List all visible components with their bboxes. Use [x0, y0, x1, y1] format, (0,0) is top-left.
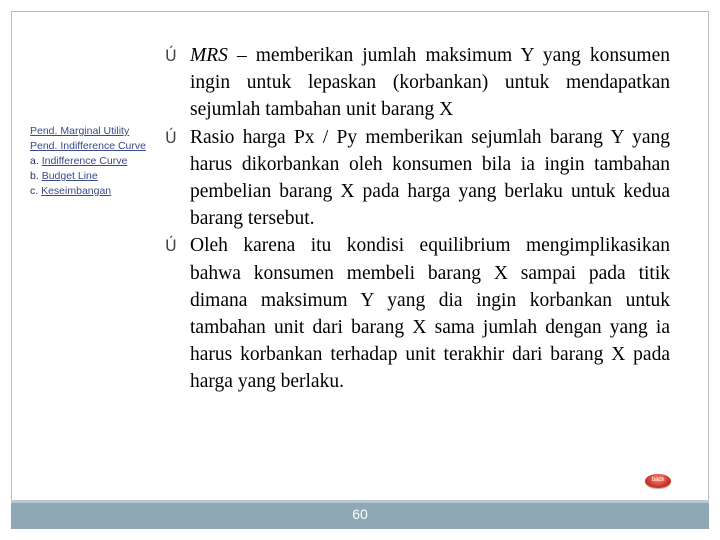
sidebar-item-prefix: b. — [30, 170, 42, 182]
sidebar-item-budget-line — [30, 169, 170, 184]
sidebar-nav — [30, 124, 170, 199]
sidebar-link-marginal-utility[interactable]: Pend. Marginal Utility — [30, 125, 130, 137]
sidebar-link-budget-line[interactable]: Budget Line — [41, 170, 98, 182]
sidebar-link-indifference-curve[interactable]: Indifference Curve — [41, 155, 128, 167]
bullet-text: Oleh karena itu kondisi equilibrium mengimplikasikan bahwa konsumen membeli barang X sampai pada titik dimana maksimum Y yang dia ingin korbankan untuk tambahan unit dari barang X sama jumlah dengan yang ia harus korbankan terhadap unit terakhir dari barang X pada harga yang berlaku. — [190, 235, 670, 393]
sidebar-link-equilibrium[interactable]: Keseimbangan — [41, 185, 112, 197]
page-number: 60 — [352, 506, 368, 522]
bullet-arrow-icon: Ú — [165, 46, 177, 65]
sidebar-item-prefix: a. — [30, 155, 42, 167]
footer-divider — [11, 500, 709, 503]
bullet-price-ratio — [165, 124, 670, 233]
bullet-equilibrium — [165, 232, 670, 395]
back-button[interactable] — [645, 474, 671, 488]
sidebar-item-equilibrium — [30, 184, 170, 199]
back-button-label: back — [651, 477, 665, 483]
bullet-arrow-icon: Ú — [165, 236, 177, 256]
bullet-term: MRS — [190, 45, 228, 66]
bullet-mrs — [165, 42, 670, 124]
slide-content — [165, 42, 670, 396]
sidebar-item-indifference-curve-approach — [30, 139, 170, 154]
sidebar-link-indifference-curve-approach[interactable]: Pend. Indifference Curve — [30, 140, 146, 152]
sidebar-item-indifference-curve — [30, 154, 170, 169]
bullet-text: – memberikan jumlah maksimum Y yang konsumen ingin untuk lepaskan (korbankan) untuk mendapatkan sejumlah tambahan unit barang X — [190, 45, 670, 121]
sidebar-item-prefix: c. — [30, 185, 42, 197]
bullet-arrow-icon: Ú — [165, 127, 177, 147]
sidebar-item-marginal-utility — [30, 124, 170, 139]
bullet-text: Rasio harga Px / Py memberikan sejumlah barang Y yang harus dikorbankan oleh konsumen bila ia ingin tambahan pembelian barang X pada harga yang berlaku untuk kedua barang tersebut. — [190, 126, 670, 230]
